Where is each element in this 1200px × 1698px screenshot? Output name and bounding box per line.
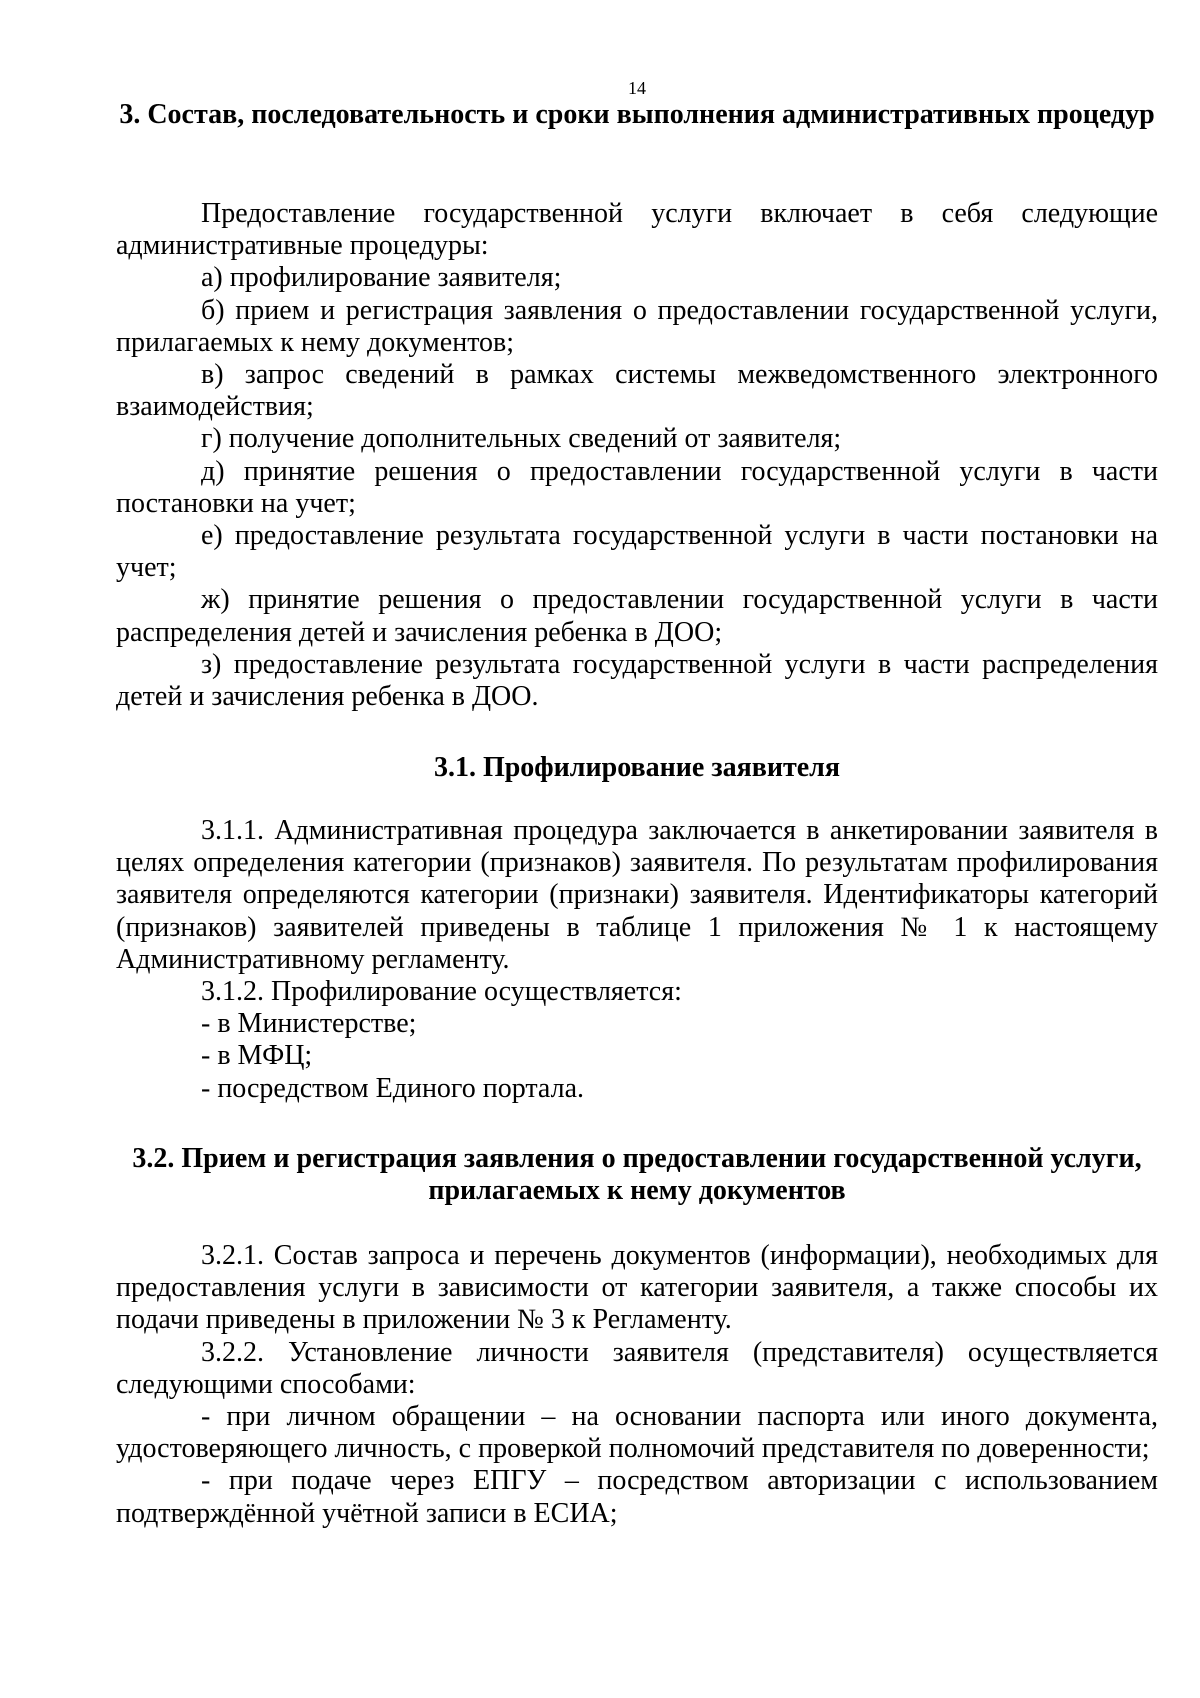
- section-3-body: [116, 198, 1158, 713]
- section-3-2-heading: 3.2. Прием и регистрация заявления о предоставлении государственной услуги, прилагаемых к нему документов: [132, 1143, 1142, 1206]
- procedure-item-a: а) профилирование заявителя;: [201, 262, 562, 294]
- section-3-intro: Предоставление государственной услуги включает в себя следующие административные процедуры:: [116, 198, 1158, 262]
- section-3-2-body: [116, 1240, 1158, 1530]
- paragraph-3-2-1: 3.2.1. Состав запроса и перечень документов (информации), необходимых для предоставления услуги в зависимости от категории заявителя, а также способы их подачи приведены в приложении № 3 к Регламенту.: [116, 1240, 1158, 1336]
- section-3-heading: 3. Состав, последовательность и сроки выполнения административных процедур: [119, 99, 1155, 130]
- paragraph-3-2-2: 3.2.2. Установление личности заявителя (представителя) осуществляется следующими способами:: [116, 1336, 1158, 1400]
- profiling-place-mfc: - в МФЦ;: [201, 1040, 313, 1072]
- paragraph-3-1-1: 3.1.1. Административная процедура заключается в анкетировании заявителя в целях определения категории (признаков) заявителя. По результатам профилирования заявителя определяются категории (признаки) заявителя. Идентификаторы категорий (признаков) заявителей приведены в таблице 1 приложения № 1 к настоящему Административному регламенту.: [116, 815, 1158, 975]
- procedure-item-z: з) предоставление результата государственной услуги в части распределения детей и зачисления ребенка в ДОО.: [116, 648, 1158, 713]
- section-3-1-body: [116, 815, 1158, 1105]
- procedure-item-g: г) получение дополнительных сведений от заявителя;: [201, 423, 842, 455]
- profiling-place-portal: - посредством Единого портала.: [201, 1072, 584, 1104]
- procedure-item-e: е) предоставление результата государственной услуги в части постановки на учет;: [116, 520, 1158, 584]
- identity-method-epgu: - при подаче через ЕПГУ – посредством авторизации с использованием подтверждённой учётной записи в ЕСИА;: [116, 1465, 1158, 1529]
- identity-method-personal: - при личном обращении – на основании паспорта или иного документа, удостоверяющего личность, с проверкой полномочий представителя по доверенности;: [116, 1401, 1158, 1465]
- paragraph-3-1-2: 3.1.2. Профилирование осуществляется:: [201, 976, 682, 1008]
- procedure-item-v: в) запрос сведений в рамках системы межведомственного электронного взаимодействия;: [116, 359, 1158, 423]
- profiling-place-ministry: - в Министерстве;: [201, 1008, 417, 1040]
- procedure-item-b: б) прием и регистрация заявления о предоставлении государственной услуги, прилагаемых к нему документов;: [116, 294, 1158, 358]
- procedure-item-d: д) принятие решения о предоставлении государственной услуги в части постановки на учет;: [116, 455, 1158, 519]
- procedure-item-zh: ж) принятие решения о предоставлении государственной услуги в части распределения детей и зачисления ребенка в ДОО;: [116, 584, 1158, 648]
- page-number: 14: [628, 78, 646, 98]
- section-3-1-heading: 3.1. Профилирование заявителя: [433, 752, 841, 783]
